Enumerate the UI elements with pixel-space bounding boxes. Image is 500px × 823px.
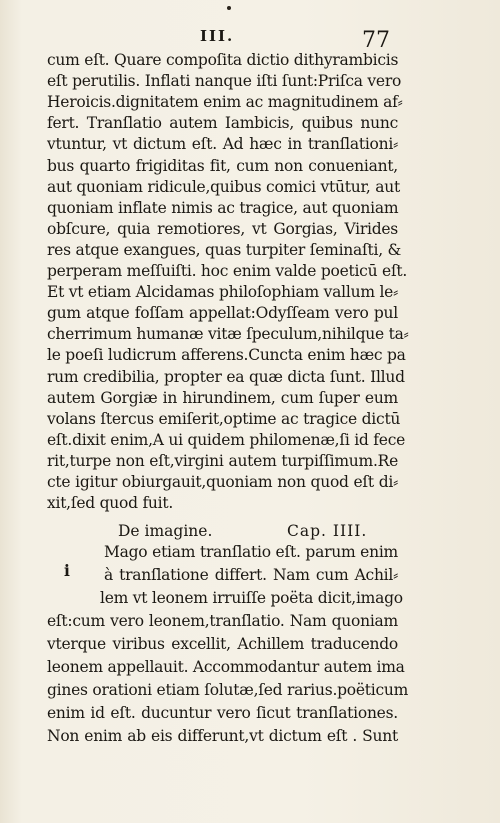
text-line: eſt perutilis. Inflati nanque iſti ſunt:Priſca vero [47, 72, 402, 91]
text-line: vterque viribus excellit, Achillem traducendo [47, 635, 398, 653]
text-line: à tranſlatione differt. Nam cum Achil⸗ [104, 566, 398, 584]
text-line: eſt:cum vero leonem,tranſlatio. Nam quoniam [47, 612, 398, 630]
text-line: res atque exangues, quas turpiter ſeminaſti, & [47, 240, 402, 259]
text-line: lem vt leonem irruiſſe poëta dicit,imago [100, 589, 403, 607]
page-number: 77 [362, 28, 390, 53]
text-line: gines orationi etiam ſolutæ,ſed rarius.poëticum [47, 681, 409, 699]
text-line: autem Gorgiæ in hirundinem, cum ſuper eum [47, 388, 398, 407]
marginal-note: i [64, 561, 70, 580]
chapter-number: Cap. IIII. [287, 522, 368, 540]
text-line: volans ſtercus emiſerit,optime ac tragice dictū [47, 409, 401, 428]
text-line: fert. Tranſlatio autem Iambicis, quibus nunc [47, 114, 398, 133]
text-line: rit,turpe non eſt,virgini autem turpiſſimum.Re [47, 451, 398, 470]
text-line: Heroicis.dignitatem enim ac magnitudinem af⸗ [47, 93, 403, 112]
text-line: cum eſt. Quare compoſita dictio dithyrambicis [47, 51, 399, 69]
running-head: III. [200, 27, 235, 45]
text-line: xit,ſed quod fuit. [47, 494, 174, 513]
text-line: enim id eſt. ducuntur vero ſicut tranſlationes. [47, 704, 398, 722]
text-line: cherrimum humanæ vitæ ſpeculum,nihilque ta⸗ [47, 325, 409, 344]
text-line: vtuntur, vt dictum eſt. Ad hæc in tranſlationi⸗ [47, 135, 398, 154]
text-line: Mago etiam tranſlatio eſt. parum enim [104, 543, 398, 561]
text-line: Et vt etiam Alcidamas philoſophiam vallum le⸗ [47, 283, 398, 302]
text-line: cte igitur obiurgauit,quoniam non quod eſt di⸗ [47, 473, 398, 491]
text-line: rum credibilia, propter ea quæ dicta ſunt. Illud [47, 367, 405, 386]
text-line: quoniam inflate nimis ac tragice, aut quoniam [47, 198, 399, 217]
text-line: bus quarto frigiditas fit, cum non conueniant, [47, 156, 398, 175]
ink-dot [227, 6, 231, 10]
text-line: eſt.dixit enim,A ui quidem philomenæ,ſi id fece [47, 430, 406, 449]
text-line: perperam meſſuiſti. hoc enim valde poeticū eſt. [47, 262, 408, 280]
text-line: gum atque foſſam appellat:Odyſſeam vero pul [47, 304, 398, 323]
text-line: le poeſi ludicrum afferens.Cuncta enim hæc pa [47, 346, 406, 365]
text-line: leonem appellauit. Accommodantur autem ima [47, 658, 405, 676]
text-line: aut quoniam ridicule,quibus comici vtūtur, aut [47, 177, 400, 196]
chapter-title: De imagine. [118, 522, 213, 540]
text-line: Non enim ab eis differunt,vt dictum eſt . Sunt [47, 727, 398, 745]
text-line: obſcure, quia remotiores, vt Gorgias, Virides [47, 219, 398, 238]
